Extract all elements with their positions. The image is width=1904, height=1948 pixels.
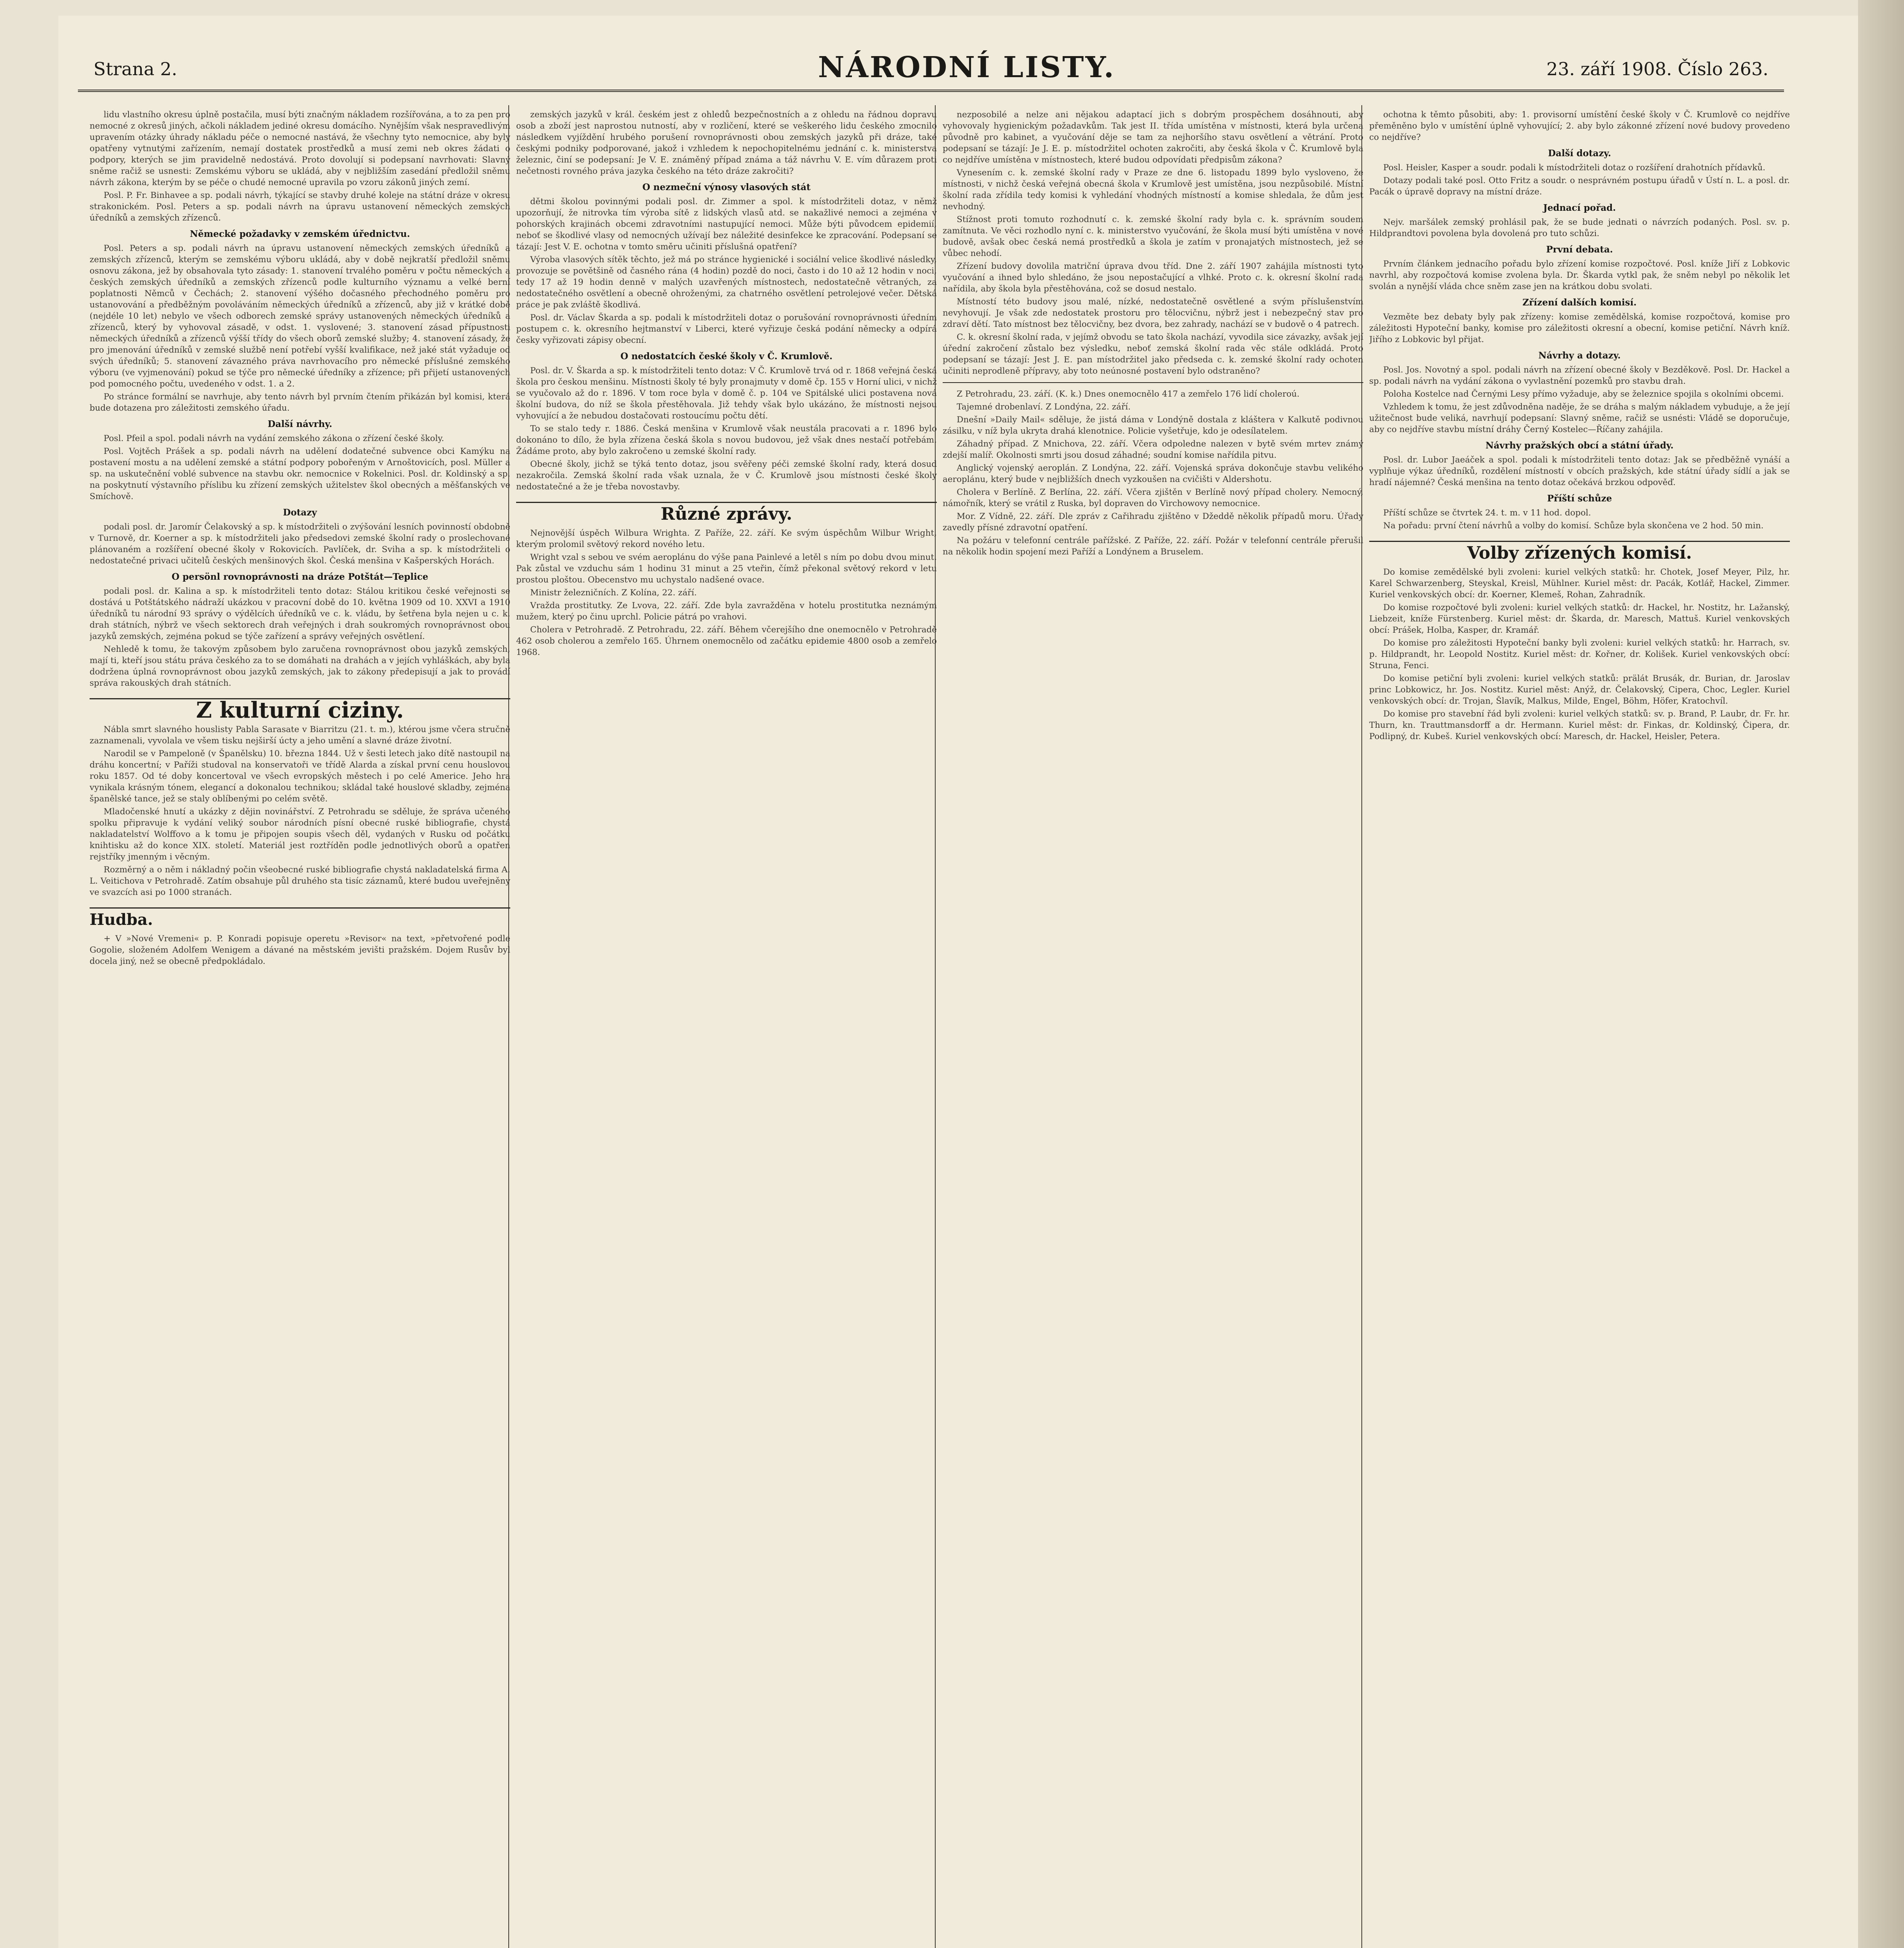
section-heading: Návrhy a dotazy. bbox=[1538, 350, 1621, 361]
section-title: Z kulturní ciziny. bbox=[90, 698, 510, 716]
article-text: Místností této budovy jsou malé, nízké, nedostatečně osvětlené a svým příslušenstvím nevyhovují. Je však zde nedostatek prostoru pro tělocvičnu, nýbrž jest i nebezpečný stav pro zdraví dětí. Tato místnost bez tělocvičny, bez dvora, bez zahrady, nachází se v budově o 4 patrech. bbox=[943, 297, 1363, 329]
article-text: Na pořadu: první čtení návrhů a volby do komisí. Schůze byla skončena ve 2 hod. 50 min. bbox=[1383, 521, 1764, 531]
article-text: Posl. Vojtěch Prášek a sp. podali návrh na udělení dodatečné subvence obci Kamýku na postavení mostu a na udělení zemské a státní podpory pobořeným v Arnoštovicích, posl. Müller a sp. na uskutečnění voblé subvence na stavbu okr. nemocnice v Rokelnici. Posl. dr. Koldinský a sp. na poskytnutí výstavního příslibu ku zřízení zemských užitelstev škol obecných a měšťanských ve Smíchově. bbox=[90, 446, 510, 501]
article-text: Posl. dr. Lubor Jaeáček a spol. podali k místodržiteli tento dotaz: Jak se předběžně vynáší a vyplňuje výkaz úředníků, rozdělení místností v obcích pražských, kde státní úřady sídlí a jak se hradí nájemné? Česká menšina na tento dotaz očekává brzkou odpověď. bbox=[1369, 455, 1790, 487]
article-text: Rozměrný a o něm i nákladný počin všeobecné ruské bibliografie chystá nakladatelská firma A. L. Veitichova v Petrohradě. Zatím obsahuje půl druhého sta tisíc záznamů, které budou uveřejněny ve svazcích asi po 1000 stranách. bbox=[90, 865, 510, 897]
section-title: Volby zřízených komisí. bbox=[1369, 541, 1790, 559]
article-text: podali posl. dr. Jaromír Čelakovský a sp. k místodržiteli o zvýšování lesních povinností obdobně v Turnově, dr. Koerner a sp. k místodržiteli jako předsedovi zemské školní rady o proslechované plánovaném a rozšíření obecné školy v Rokovicích. Pavlíček, dr. Sviha a sp. k místodržiteli o nedostatečné privaci učitelů českých menšinových škol. Česká menšina v Kašperských Horách. bbox=[90, 522, 510, 566]
article-text: Poloha Kostelce nad Černými Lesy přímo vyžaduje, aby se železnice spojila s okolními obcemi. bbox=[1383, 389, 1784, 399]
section-heading: O nezmeční výnosy vlasových stát bbox=[642, 182, 811, 192]
article-text: Do komise pro stavební řád byli zvoleni: kuriel velkých statků: sv. p. Brand, P. Laubr, dr. Fr. hr. Thurn, kn. Trauttmansdorff a dr. Hermann. Kuriel měst: dr. Finkas, dr. Koldinský, Čipera, dr. Podlipný, dr. Kubeš. Kuriel venkovských obcí: Maresch, dr. Hackel, Heisler, Petera. bbox=[1369, 709, 1790, 741]
article-text: ochotna k těmto působiti, aby: 1. provisorní umístění české školy v Č. Krumlově co nejdříve přeměněno bylo v umístění úplně vyhovující; 2. aby bylo zákonné zřízení nové budovy provedeno co nejdříve? bbox=[1369, 110, 1790, 142]
article-text: Cholera v Berlíně. Z Berlína, 22. září. Včera zjištěn v Berlíně nový případ cholery. Nemocný, námořník, který se vrátil z Ruska, byl dopraven do Virchowovy nemocnice. bbox=[943, 487, 1363, 508]
column-1 bbox=[90, 109, 510, 1948]
page-number: Strana 2. bbox=[93, 58, 177, 79]
section-heading: O nedostatcích české školy v Č. Krumlově. bbox=[620, 351, 833, 362]
divider bbox=[943, 382, 1363, 383]
section-heading: O persönl rovnoprávnosti na dráze Potštát—Teplice bbox=[171, 572, 428, 582]
section-title: Hudba. bbox=[90, 907, 510, 925]
section-heading: Dotazy bbox=[283, 507, 317, 518]
section-heading: Další návrhy. bbox=[268, 419, 332, 429]
section-heading: Jednací pořad. bbox=[1543, 203, 1616, 213]
section-title: Různé zprávy. bbox=[516, 502, 937, 520]
article-text: Wright vzal s sebou ve svém aeroplánu do výše pana Painlevé a letěl s ním po dobu dvou minut. Pak zůstal ve vzduchu sám 1 hodinu 31 minut a 25 vteřin, čímž překonal světový rekord v letu prostou ploštou. Obecenstvo mu uchystalo nadšené ovace. bbox=[516, 552, 937, 585]
article-text: Do komise petiční byli zvoleni: kuriel velkých statků: prälát Brusák, dr. Burian, dr. Jaroslav princ Lobkowicz, hr. Jos. Nostitz. Kuriel měst: Anýž, dr. Čelakovský, Cipera, Choc, Legler. Kuriel venkovských obcí: dr. Trojan, Šlavík, Malkus, Milde, Engel, Böhm, Höfer, Kratochvíl. bbox=[1369, 674, 1790, 706]
article-text: Výroba vlasových sítěk těchto, jež má po stránce hygienické i sociální velice škodlivé následky, provozuje se povětšině od časného rána (4 hodin) pozdě do noci, často i do 10 až 12 hodin v noci, tedy 17 až 19 hodin denně v malých uzavřených místnostech, nedostatečně větraných, za nedostatečného osvětlení a obecně ohroženými, za chatrného osvětlení petrolejové večer. Dětská práce je pak zvláště škodlivá. bbox=[516, 255, 937, 310]
article-text: podali posl. dr. Kalina a sp. k místodržiteli tento dotaz: Stálou kritikou české veřejnosti se dostává u Potštátského nádraží ukázkou v pracovní době do 10. května 1909 od 10. XXVI a 1910 úředníků tu národní 93 správy o výdělcích úředníků ve c. k. vládu, by šetřena byla nejen u c. k. drah státních, nýbrž ve všech sektorech drah veřejných i drah soukromých rovnoprávnost obou jazyků zemských, zejména pokud se týče zařízení a správy veřejných osvětlení. bbox=[90, 586, 510, 641]
article-text: Nehledě k tomu, že takovým způsobem bylo zaručena rovnoprávnost obou jazyků zemských, mají ti, kteří jsou státu práva českého za to se domáhati na drahách a v jejích vyhláškách, aby byla dodržena úplná rovnoprávnost obou jazyků zemských, jak to zákony předepisují a jak to provádí správa rakouských drah státních. bbox=[90, 644, 510, 688]
article-text: Po stránce formální se navrhuje, aby tento návrh byl prvním čtením přikázán byl komisi, která bude dotazena pro záležitosti zemského úřadu. bbox=[90, 392, 510, 413]
article-text: Tajemné drobenlaví. Z Londýna, 22. září. bbox=[957, 402, 1131, 412]
article-text: Do komise zemědělské byli zvoleni: kuriel velkých statků: hr. Chotek, Josef Meyer, Pilz, hr. Karel Schwarzenberg, Steyskal, Kreisl, Mühlner. Kuriel měst: dr. Pacák, Kotlář, Hackel, Zimmer. Kuriel venkovských obcí: dr. Koerner, Klemeš, Rohan, Zahradník. bbox=[1369, 567, 1790, 600]
article-text: Obecné školy, jichž se týká tento dotaz, jsou svěřeny péči zemské školní rady, která dosud nezakročila. Zemská školní rada však uznala, že v Č. Krumlově jsou místnosti české školy nedostatečné a že je třeba novostavby. bbox=[516, 459, 937, 492]
article-text: C. k. okresní školní rada, v jejímž obvodu se tato škola nachází, vyvodila sice závazky, avšak její úřední zakročení zůstalo bez výsledku, neboť zemská školní rada věc stále odkládá. Proto podepsaní se tázají: Jest J. E. pan místodržitel jako předseda c. k. zemské školní rady ochoten učiniti neprodleně přípravy, aby toto neúnosné postavení bylo odstraněno? bbox=[943, 332, 1363, 376]
article-text: Nejnovější úspěch Wilbura Wrighta. Z Paříže, 22. září. Ke svým úspěchům Wilbur Wright, kterým prolomil světový rekord nového letu. bbox=[516, 528, 937, 549]
article-text: Posl. Heisler, Kasper a soudr. podali k místodržiteli dotaz o rozšíření drahotních přídavků. bbox=[1383, 163, 1766, 173]
newspaper-title: NÁRODNÍ LISTY. bbox=[818, 51, 1116, 84]
article-text: Cholera v Petrohradě. Z Petrohradu, 22. září. Během včerejšího dne onemocnělo v Petrohradě 462 osob cholerou a zemřelo 165. Úhrnem onemocnělo od začátku epidemie 4800 osob a zemřelo 1968. bbox=[516, 625, 937, 657]
article-text: zemských jazyků v král. českém jest z ohledů bezpečnostních a z ohledu na řádnou dopravu osob a zboží jest naprostou nutností, aby v rozličení, které se veškerého lidu českého zmocnilo následkem vyjíždění hrubého porušení rovnoprávnosti obou zemských jazyků při dráze, také českými podniky podporované, jakož i vzhledem k nepochopitelnému jednání c. k. ministerstva železnic, činí se podepsaní: Je V. E. známěný případ známa a táž návrhu V. E. vím důrazem proti nečetnosti rovného práva jazyka českého na této dráze zakročiti? bbox=[516, 110, 937, 176]
section-heading: Návrhy pražských obcí a státní úřady. bbox=[1485, 440, 1674, 451]
article-text: nezposobilé a nelze ani nějakou adaptací jich s dobrým prospěchem dosáhnouti, aby vyhovovaly hygienickým požadavkům. Tak jest II. třída umístěna v místnosti, která byla určena původně pro kabinet, a vyučování děje se tam za nejhoršího stavu osvětlení a větrání. Proto podepsaní se tázají: Je J. E. p. místodržitel ochoten zakročiti, aby česká škola v Č. Krumlově byla co nejdříve umístěna v místnostech, které budou odpovídati předpisům zákona? bbox=[943, 110, 1363, 165]
section-heading: Německé požadavky v zemském úřednictvu. bbox=[190, 229, 410, 239]
article-text: Posl. Peters a sp. podali návrh na úpravu ustanovení německých zemských úředníků a zemských zřízenců, kterým se zemskému výboru ukládá, aby v době nejkratší předložil sněmu osnovu zákona, jež by obsahovala tyto zásady: 1. stanovení trvalého poměru v počtu německých a českých zemských úředníků a zemských zřízenců podle kulturního významu a velké berní poplatnosti Němců v Čechách; 2. stanovení výšého dočasného přechodného poměru pro ustanovování a předběžným povoláváním německých úředníků a zřízenců, aby již v krátké době (nejdéle 10 let) nebylo ve všech odborech zemské správy ustanovených německých úředníků a zřízenců, který by vyhovoval zásadě, v odst. 1. vyslovené; 3. stanovení zásad přípustnosti německých úředníků a zřízenců výšší třídy do všech oborů zemské služby; 4. stanovení zásady, že pro jmenování úředníků v zemské službě není potřebí vyšší kvalifikace, než jaké stát vyžaduje od svých úředníků; 5. stanovení závazného práva navrhovacího pro německé příslušné zemského výboru (ve vyjmenování) pokud se týče pro německé úředníky a zřízence; při přijetí ustanovených pod pomocného počtu, uvedeného v odst. 1. a 2. bbox=[90, 244, 510, 389]
article-text: Nejv. maršálek zemský prohlásil pak, že se bude jednati o návrzích podaných. Posl. sv. p. Hildprandtovi povolena byla dovolená pro tuto schůzi. bbox=[1369, 217, 1790, 238]
column-2 bbox=[516, 109, 937, 1948]
article-text: Vynesením c. k. zemské školní rady v Praze ze dne 6. listopadu 1899 bylo vysloveno, že místnosti, v nichž česká veřejná obecná škola v Krumlově jest umístěna, jsou nezpůsobilé. Místní školní rada zřídila tedy komisi k vyhledání vhodných místností a komise shledala, že dům jest nevhodný. bbox=[943, 168, 1363, 212]
section-heading: Zřízení dalších komisí. bbox=[1522, 297, 1637, 308]
article-text: Nábla smrt slavného houslisty Pabla Sarasate v Biarritzu (21. t. m.), ktérou jsme včera stručně zaznamenali, vyvolala ve všem tisku nejširší úcty a jeho umění a slavné dráze životní. bbox=[90, 725, 510, 746]
article-text: Posl. Jos. Novotný a spol. podali návrh na zřízení obecné školy v Bezděkově. Posl. Dr. Hackel a sp. podali návrh na vydání zákona o vyvlastnění pozemků pro stavbu drah. bbox=[1369, 365, 1790, 386]
article-text: Dotazy podali také posl. Otto Fritz a soudr. o nesprávném postupu úřadů v Ústí n. L. a posl. dr. Pacák o úpravě dopravy na místní dráze. bbox=[1369, 176, 1790, 197]
article-text: Posl. dr. Václav Škarda a sp. podali k místodržiteli dotaz o porušování rovnoprávnosti úředním postupem c. k. okresního hejtmanství v Liberci, které vyřizuje česká podání německy a odpírá česky vyřizovati zápisy obecní. bbox=[516, 313, 937, 345]
article-text: dětmi školou povinnými podali posl. dr. Zimmer a spol. k místodržiteli dotaz, v němž upozorňují, že nitrovka tím výroba sítě z lidských vlasů atd. se nakažlivé nemoci a zejména v pohorských krajinách obcemi zdravotními nastupující nemoci. Může býti původcem epidemií, neboť se škodlivé vlasy od nemocných užívají bez náležité desinfekce ke zpracování. Podepsaní se tázají: Jest V. E. ochotna v tomto směru učiniti příslušná opatření? bbox=[516, 197, 937, 252]
column-4 bbox=[1369, 109, 1790, 1948]
section-heading: Příští schůze bbox=[1547, 493, 1612, 504]
column-3 bbox=[943, 109, 1363, 1948]
article-text: Vezměte bez debaty byly pak zřízeny: komise zemědělská, komise rozpočtová, komise pro záležitosti Hypoteční banky, komise pro záležitosti okresní a obecní, komise petiční. Návrh kníž. Jiřího z Lobkovic byl přijat. bbox=[1369, 312, 1790, 344]
section-heading: První debata. bbox=[1546, 244, 1613, 255]
binding-spine bbox=[1858, 0, 1904, 1948]
section-heading: Další dotazy. bbox=[1548, 148, 1611, 159]
masthead bbox=[78, 47, 1784, 92]
article-text: Vzhledem k tomu, že jest zdůvodněna naděje, že se dráha s malým nákladem vybuduje, a že její užitečnost bude veliká, navrhují podepsaní: Slavný sněme, račiž se usnésti: Vládě se doporučuje, aby co nejdříve stavbu místní dráhy Černý Kostelec—Říčany zahájila. bbox=[1369, 402, 1790, 434]
article-text: Zřízení budovy dovolila matriční úprava dvou tříd. Dne 2. září 1907 zahájila místnosti tyto vyučování a ihned bylo shledáno, že jsou nepostačující a vlhké. Proto c. k. okresní školní rada nařídila, aby škola byla přestěhována, což se dosud nestalo. bbox=[943, 261, 1363, 294]
article-text: Posl. Pfeil a spol. podali návrh na vydání zemského zákona o zřízení české školy. bbox=[104, 434, 444, 443]
article-text: Dnešní »Daily Mail« sděluje, že jistá dáma v Londýně dostala z kláštera v Kalkutě podivnou zásilku, v níž byla ukryta drahá klenotnice. Policie vyšetřuje, kdo je odesílatelem. bbox=[943, 415, 1363, 436]
article-text: Posl. P. Fr. Binhavee a sp. podali návrh, týkající se stavby druhé koleje na státní dráze v okresu strakonickém. Posl. Peters a sp. podali návrh na úpravu ustanovení německých zemských úředníků a zemských zřízenců. bbox=[90, 191, 510, 223]
article-text: Posl. dr. V. Škarda a sp. k místodržiteli tento dotaz: V Č. Krumlově trvá od r. 1868 veřejná česká škola pro českou menšinu. Místnosti školy té byly pronajmuty v domě čp. 155 v Horní ulici, v nichž se vyučovalo až do r. 1896. V tom roce byla v domě č. p. 104 ve Spitálské ulici postavena nová školní budova, do níž se škola přestěhovala. Již tehdy však bylo ukázáno, že místnosti nejsou vyhovující a že nebudou dostačovati rostoucímu počtu dětí. bbox=[516, 366, 937, 421]
article-text: Do komise rozpočtové byli zvoleni: kuriel velkých statků: dr. Hackel, hr. Nostitz, hr. Lažanský, Liebzeit, kníže Fürstenberg. Kuriel měst: dr. Škarda, dr. Maresch, Mattuš. Kuriel venkovských obcí: Prášek, Holba, Kasper, dr. Kramář. bbox=[1369, 603, 1790, 635]
article-text: Stížnost proti tomuto rozhodnutí c. k. zemské školní rady byla c. k. správním soudem zamítnuta. Ve věci rozhodlo nyní c. k. ministerstvo vyučování, že škola musí býti umístěna v nové budově, avšak obec česká nemá prostředků a škola je zatím v pronajatých místnostech, jež se vůbec nehodí. bbox=[943, 215, 1363, 258]
article-text: lidu vlastního okresu úplně postačila, musí býti značným nákladem rozšířována, a to za pen pro nemocné z okresů jiných, ačkoli nákladem jediné okresu domácího. Nynějším však nespravedlivým upravením otázky úhrady nákladu péče o nemocné nastává, že všechny tyto nemocnice, aby byly opatřeny vytnutými zařízením, nemají dostatek prostředků a musí zemi neb okres žádati o podpory, kterých se jim pravidelně nedostává. Proto dovolují si podepsaní navrhovati: Slavný sněme račiž se usnesti: Zemskému výboru se ukládá, aby v nejbližším zasedání předložil sněmu návrh zákona, kterým by se péče o chudé nemocné upravila po vzoru zákonů jiných zemí. bbox=[90, 110, 510, 187]
article-text: + V »Nové Vremeni« p. P. Konradi popisuje operetu »Revisor« na text, »přetvořené podle Gogolie, složeném Adolfem Wenigem a dávané na městském jevišti pražském. Dojem Rusův byl docela jiný, než se obecně předpokládalo. bbox=[90, 934, 510, 966]
article-text: Příští schůze se čtvrtek 24. t. m. v 11 hod. dopol. bbox=[1383, 508, 1591, 518]
article-text: Ministr železničních. Z Kolína, 22. září. bbox=[530, 588, 697, 598]
article-text: Narodil se v Pampeloně (v Španělsku) 10. března 1844. Už v šesti letech jako dítě nastoupil na dráhu koncertní; v Paříži studoval na konservatoři ve třídě Alarda a získal první cenu houslovou roku 1857. Od té doby koncertoval ve všech evropských městech i po celé Americe. Jeho hra vynikala krásným tónem, elegancí a dokonalou technikou; skládal také houslové skladby, zejména španělské tance, jež se staly oblíbenými po celém světě. bbox=[90, 749, 510, 804]
article-text: Vražda prostitutky. Ze Lvova, 22. září. Zde byla zavražděna v hotelu prostitutka neznámým mužem, který po činu uprchl. Policie pátrá po vrahovi. bbox=[516, 601, 937, 622]
article-text: Mor. Z Vídně, 22. září. Dle zpráv z Cařihradu zjištěno v Džeddě několik případů moru. Úřady zavedly přísné zdravotní opatření. bbox=[943, 512, 1363, 533]
article-text: Do komise pro záležitosti Hypoteční banky byli zvoleni: kuriel velkých statků: hr. Harrach, sv. p. Hildprandt, hr. Leopold Nostitz. Kuriel měst: dr. Kořner, dr. Kolišek. Kuriel venkovských obcí: Struna, Fenci. bbox=[1369, 638, 1790, 671]
article-text: Mladočenské hnutí a ukázky z dějin novinářství. Z Petrohradu se sděluje, že správa učeného spolku připravuje k vydání veliký soubor národních písní obecné ruské bibliografie, chystá nakladatelství Wolffovo a k tomu je připojen soupis všech děl, vydaných v Rusku od počátku knihtisku až do konce XIX. století. Materiál jest roztříděn podle jednotlivých oborů a opatřen rejstříky jmenným i věcným. bbox=[90, 807, 510, 862]
article-text: Prvním článkem jednacího pořadu bylo zřízení komise rozpočtové. Posl. kníže Jiří z Lobkovic navrhl, aby rozpočtová komise zvolena byla. Dr. Škarda vytkl pak, že sněm nebyl po několik let svolán a nynější vláda chce sněm zase jen na krátkou dobu svolati. bbox=[1369, 259, 1790, 291]
article-text: Na požáru v telefonní centrále pařížské. Z Paříže, 22. září. Požár v telefonní centrále přerušil na několik hodin spojení mezi Paříží a Londýnem a Bruselem. bbox=[943, 536, 1363, 557]
article-text: Z Petrohradu, 23. září. (K. k.) Dnes onemocnělo 417 a zemřelo 176 lidí choleroú. bbox=[957, 389, 1300, 399]
issue-date: 23. září 1908. Číslo 263. bbox=[1546, 58, 1768, 79]
article-text: Záhadný případ. Z Mnichova, 22. září. Včera odpoledne nalezen v bytě svém mrtev známý zdejší malíř. Okolnosti smrti jsou dosud záhadné; soudní komise nařídila pitvu. bbox=[943, 439, 1363, 460]
article-text: Anglický vojenský aeroplán. Z Londýna, 22. září. Vojenská správa dokončuje stavbu velikého aeroplánu, který bude v nejbližších dnech vyzkoušen na cvičišti v Aldershotu. bbox=[943, 463, 1363, 484]
article-text: To se stalo tedy r. 1886. Česká menšina v Krumlově však neustála pracovati a r. 1896 bylo dokonáno to dílo, že byla zřízena česká škola s novou budovou, jež však dnes nestačí potřebám. Žádáme proto, aby bylo zakročeno u zemské školní rady. bbox=[516, 424, 937, 456]
